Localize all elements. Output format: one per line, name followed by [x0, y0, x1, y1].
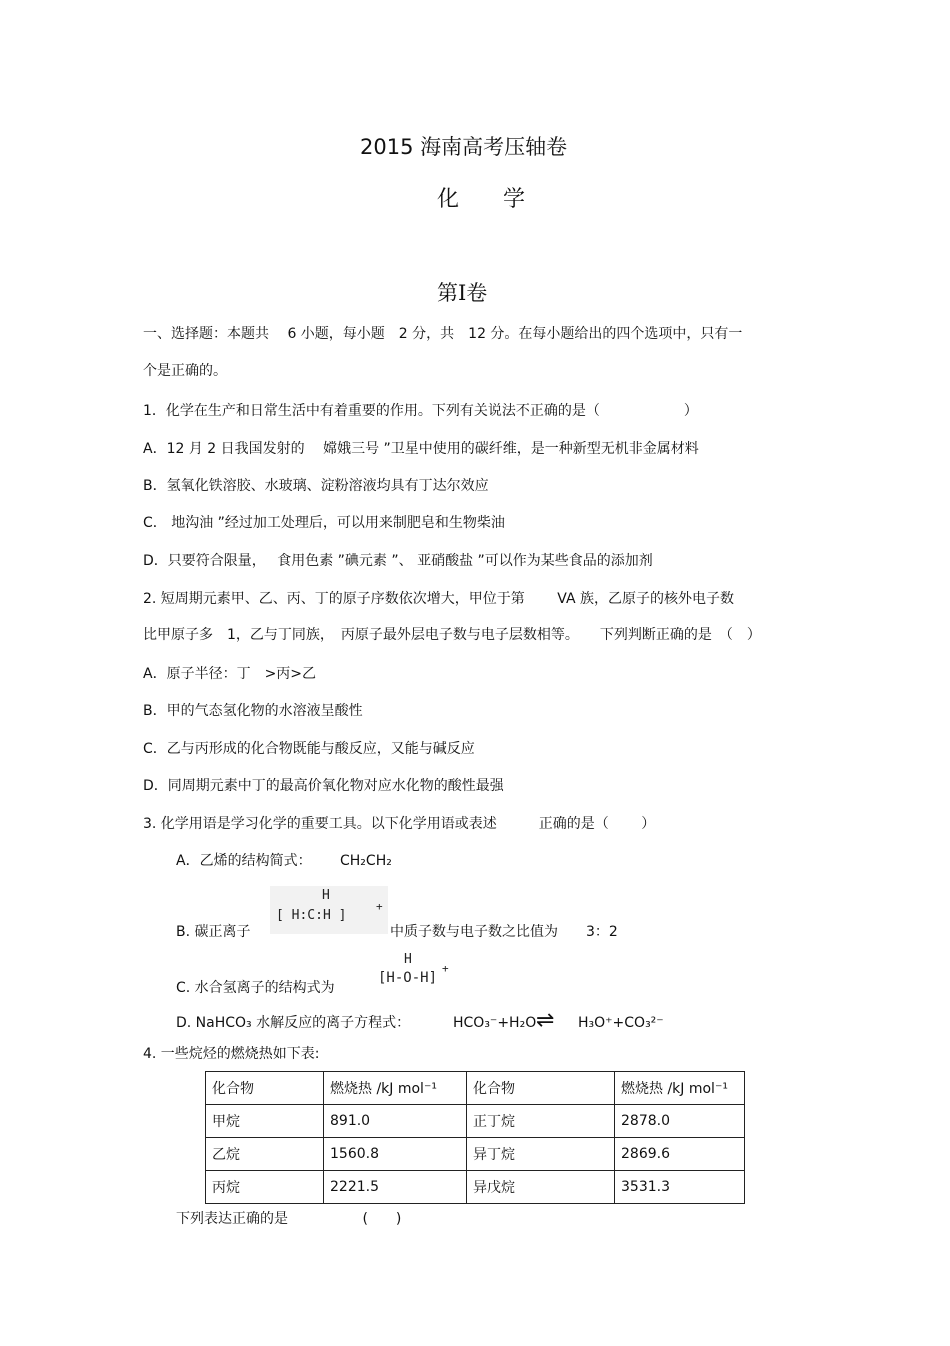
subject-title: 化 学: [437, 187, 526, 212]
q2-stem-line-1: 2. 短周期元素甲、乙、丙、丁的原子序数依次增大，甲位于第 VA 族，乙原子的核外电子数: [143, 591, 734, 607]
q3-option-d-products: H₃O⁺+CO₃²⁻: [578, 1015, 664, 1031]
hydronium-structure-image: [376, 952, 454, 994]
q1-option-b: B．氢氧化铁溶胶、水玻璃、淀粉溶液均具有丁达尔效应: [143, 478, 489, 494]
table-cell: 丙烷: [206, 1171, 324, 1204]
equilibrium-arrow-icon: ⇌: [536, 1008, 555, 1033]
q3-option-d-label: D. NaHCO₃ 水解反应的离子方程式：: [176, 1015, 411, 1031]
q2-option-b: B．甲的气态氢化物的水溶液呈酸性: [143, 703, 363, 719]
q1-option-c: C． 地沟油 ”经过加工处理后，可以用来制肥皂和生物柴油: [143, 515, 505, 531]
instructions-line-2: 个是正确的。: [143, 363, 227, 379]
table-cell: 2869.6: [615, 1138, 745, 1171]
table-cell: 2221.5: [324, 1171, 467, 1204]
q1-stem: 1．化学在生产和日常生活中有着重要的作用。下列有关说法不正确的是（ ）: [143, 403, 698, 419]
q3-stem: 3. 化学用语是学习化学的重要工具。以下化学用语或表述 正确的是（ ）: [143, 816, 656, 832]
q1-option-d: D．只要符合限量， 食用色素 ”碘元素 ”、 亚硝酸盐 ”可以作为某些食品的添加剂: [143, 553, 653, 569]
q1-option-a: A．12 月 2 日我国发射的 嫦娥三号 ”卫星中使用的碳纤维，是一种新型无机非金属材料: [143, 441, 699, 457]
hydronium-top-h: H: [404, 952, 412, 967]
table-header-cell: 化合物: [467, 1072, 615, 1105]
q3-option-b-tail: 中质子数与电子数之比值为 3：2: [390, 924, 618, 940]
carbocation-charge: +: [376, 900, 383, 913]
table-row: [206, 1138, 745, 1171]
table-cell: 正丁烷: [467, 1105, 615, 1138]
combustion-heat-table: [205, 1071, 745, 1204]
carbocation-structure-image: [270, 886, 388, 934]
q2-option-a: A．原子半径：丁 >丙>乙: [143, 666, 317, 682]
table-cell: 1560.8: [324, 1138, 467, 1171]
q3-option-c-label: C. 水合氢离子的结构式为: [176, 980, 335, 996]
table-header-cell: 燃烧热 /kJ mol⁻¹: [615, 1072, 745, 1105]
q2-option-d: D．同周期元素中丁的最高价氧化物对应水化物的酸性最强: [143, 778, 504, 794]
table-cell: 异戊烷: [467, 1171, 615, 1204]
q3-option-d-reactants: HCO₃⁻+H₂O: [453, 1015, 537, 1031]
table-row: [206, 1105, 745, 1138]
q2-option-c: C．乙与丙形成的化合物既能与酸反应，又能与碱反应: [143, 741, 475, 757]
hydronium-main: [H-O-H]: [378, 970, 438, 986]
table-cell: 2878.0: [615, 1105, 745, 1138]
table-row: [206, 1171, 745, 1204]
table-cell: 甲烷: [206, 1105, 324, 1138]
q2-stem-line-2: 比甲原子多 1，乙与丁同族， 丙原子最外层电子数与电子层数相等。 下列判断正确的是 （ ）: [143, 627, 761, 643]
page-title: 2015 海南高考压轴卷: [360, 135, 568, 159]
table-cell: 891.0: [324, 1105, 467, 1138]
table-cell: 3531.3: [615, 1171, 745, 1204]
instructions-line-1: 一、选择题：本题共 6 小题，每小题 2 分，共 12 分。在每小题给出的四个选项中，只有一: [143, 326, 743, 342]
table-header-row: [206, 1072, 745, 1105]
q3-option-b-label: B. 碳正离子: [176, 924, 251, 940]
q3-option-a-label: A．乙烯的结构简式：: [176, 853, 312, 869]
table-header-cell: 化合物: [206, 1072, 324, 1105]
section-heading: 第Ⅰ卷: [437, 281, 488, 305]
q3-option-a-formula: CH₂CH₂: [340, 853, 392, 869]
q4-followup: 下列表达正确的是 ( ): [176, 1211, 402, 1227]
q4-stem: 4. 一些烷烃的燃烧热如下表:: [143, 1046, 320, 1062]
carbocation-main: [ H:C:H ]: [276, 908, 347, 923]
table-cell: 乙烷: [206, 1138, 324, 1171]
table-header-cell: 燃烧热 /kJ mol⁻¹: [324, 1072, 467, 1105]
hydronium-charge: +: [442, 962, 449, 975]
carbocation-top-h: H: [322, 888, 330, 903]
table-cell: 异丁烷: [467, 1138, 615, 1171]
